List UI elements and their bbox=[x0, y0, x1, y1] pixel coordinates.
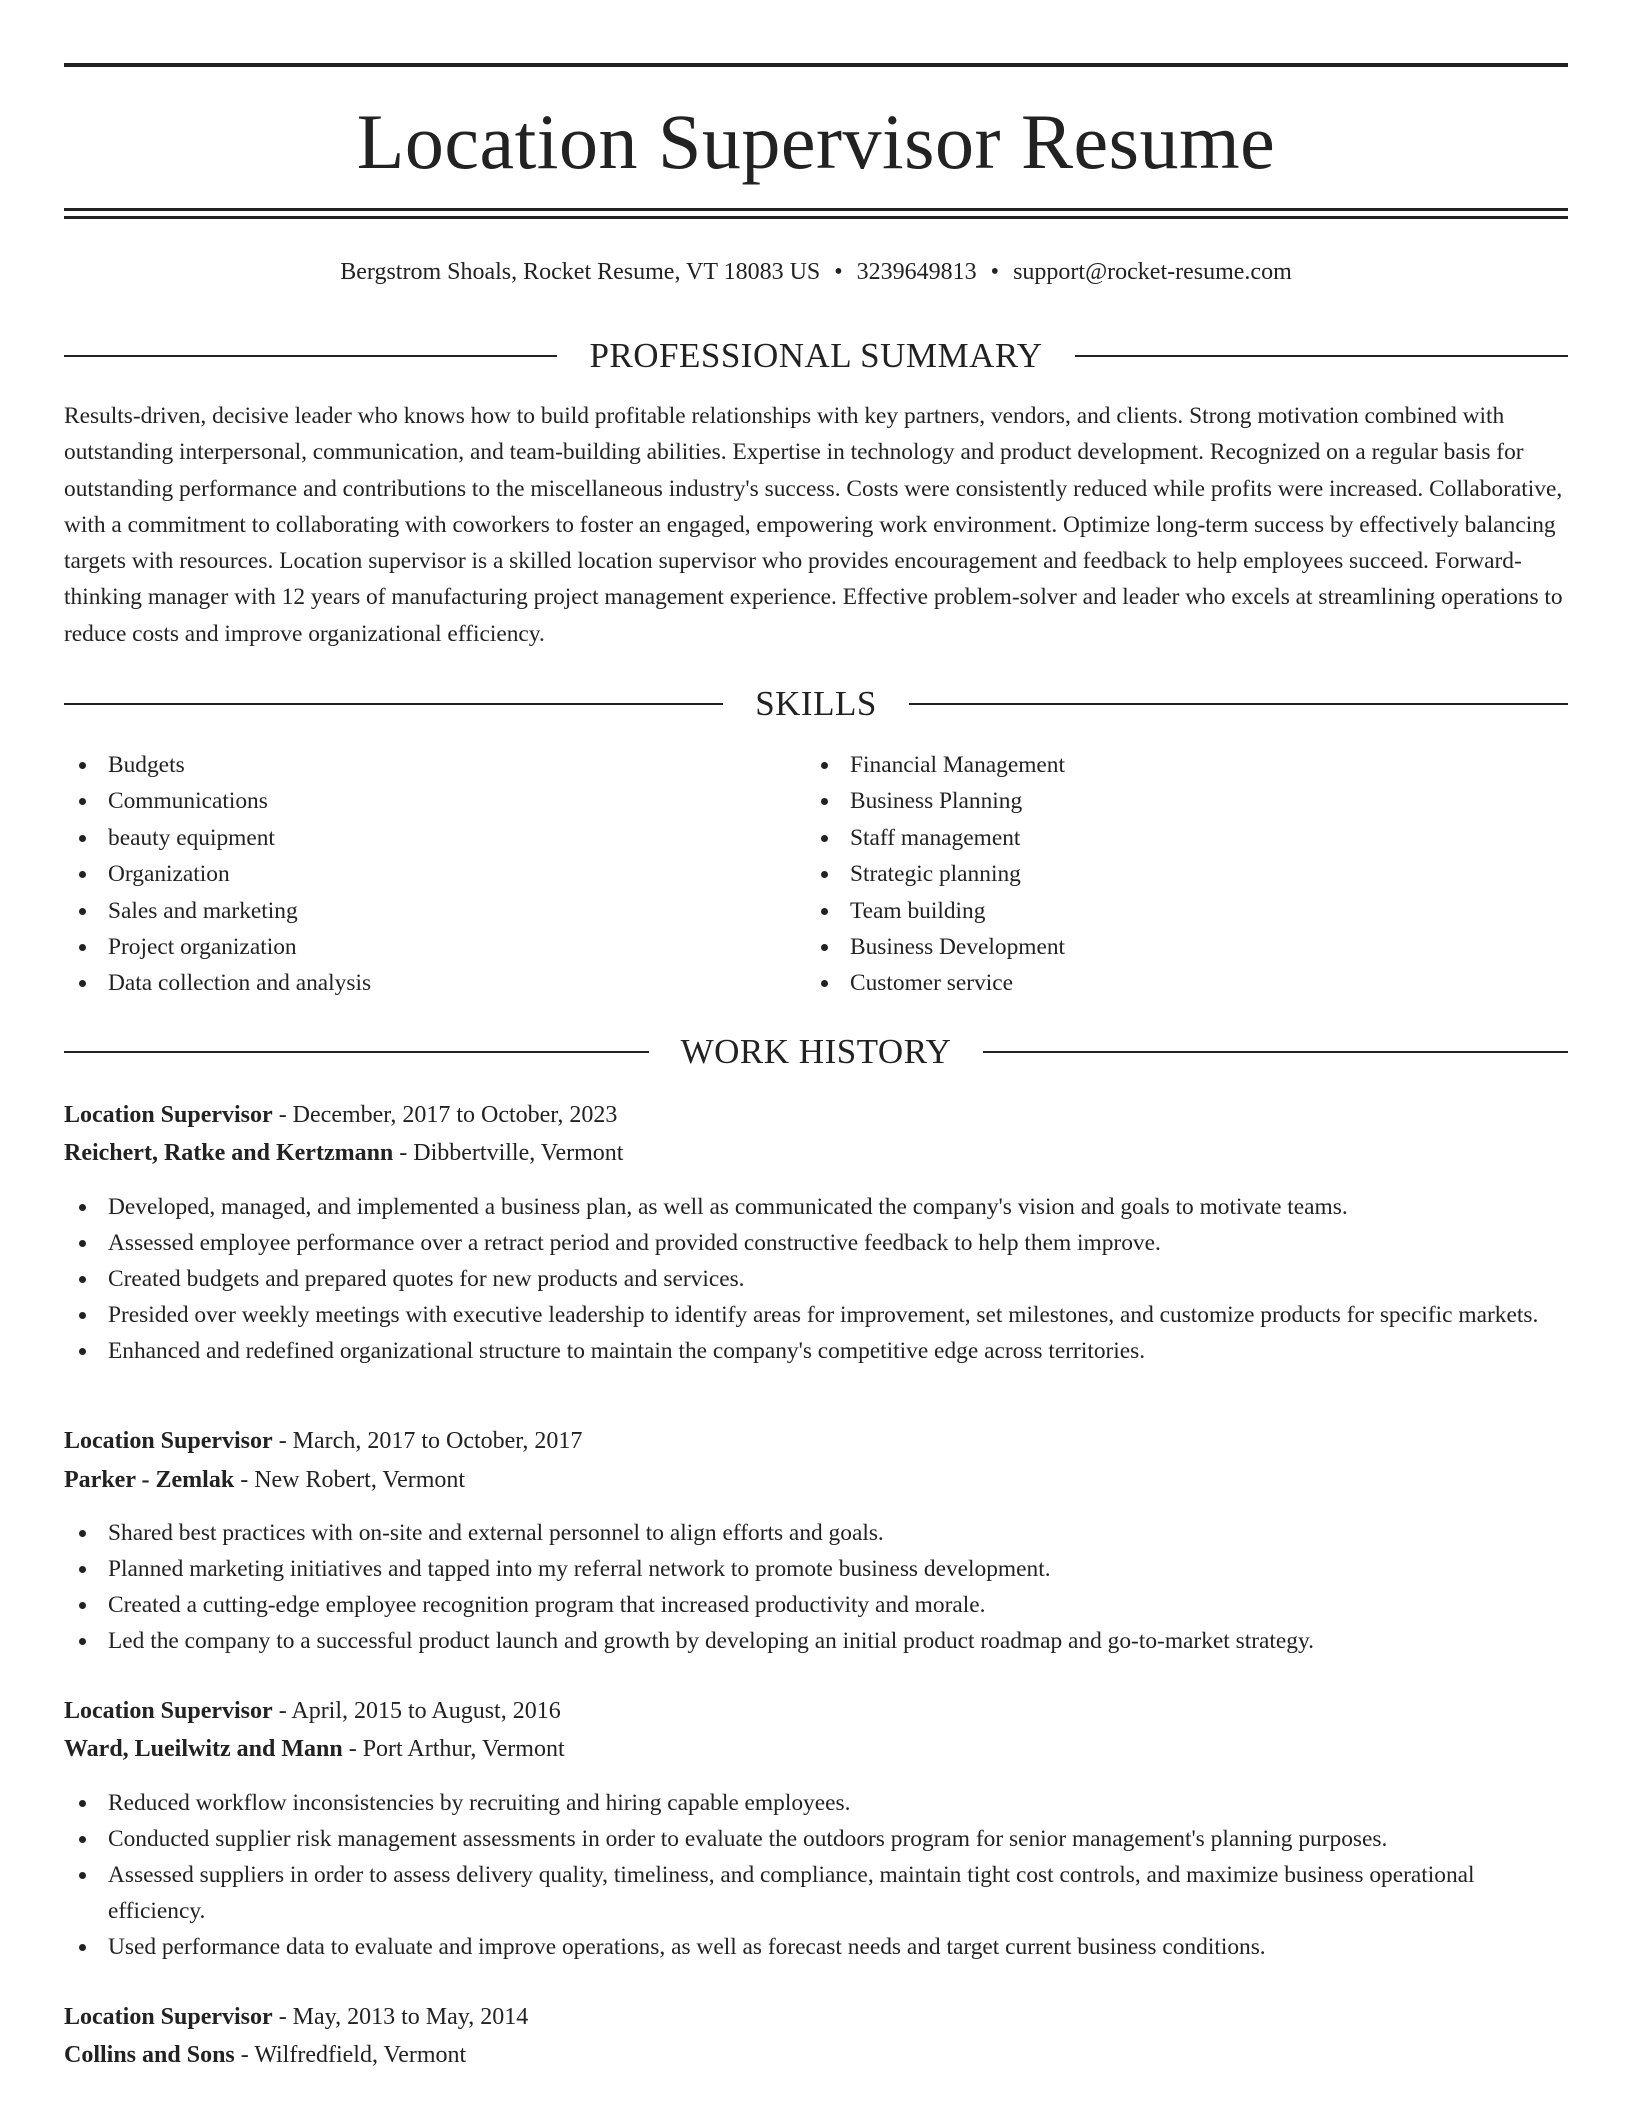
resume-title: Location Supervisor Resume bbox=[356, 98, 1276, 185]
job-company-line bbox=[64, 1135, 1568, 1171]
contact-address: Bergstrom Shoals, Rocket Resume, VT 18083 US bbox=[340, 259, 821, 285]
job-duty: Planned marketing initiatives and tapped into my referral network to promote business development. bbox=[64, 1551, 1568, 1587]
skill-item: Financial Management bbox=[806, 747, 1065, 783]
job-location: - Wilfredfield, Vermont bbox=[234, 2042, 467, 2068]
job-company: Parker - Zemlak bbox=[64, 1467, 235, 1493]
job-title-line bbox=[64, 1693, 1568, 1729]
work-heading-label: WORK HISTORY bbox=[680, 1032, 952, 1071]
skills-heading-label: SKILLS bbox=[755, 684, 877, 723]
skill-item: Business Planning bbox=[806, 783, 1065, 819]
contact-info bbox=[64, 254, 1568, 290]
skill-item: Data collection and analysis bbox=[64, 965, 371, 1001]
skills-list-left bbox=[64, 747, 371, 1002]
job-title: Location Supervisor bbox=[64, 1102, 273, 1128]
job-duty: Enhanced and redefined organizational structure to maintain the company's competitive edge across territories. bbox=[64, 1333, 1568, 1369]
title-rule-lower bbox=[64, 216, 1568, 219]
job-company-line bbox=[64, 1731, 1568, 1767]
job-duty: Led the company to a successful product launch and growth by developing an initial product roadmap and go-to-market strategy. bbox=[64, 1623, 1568, 1659]
job-title: Location Supervisor bbox=[64, 1428, 273, 1454]
heading-rule bbox=[983, 1051, 1568, 1053]
job-location: - Port Arthur, Vermont bbox=[342, 1736, 565, 1762]
skill-item: Staff management bbox=[806, 820, 1065, 856]
summary-heading-label: PROFESSIONAL SUMMARY bbox=[589, 336, 1043, 375]
job-duty: Assessed employee performance over a retract period and provided constructive feedback to help them improve. bbox=[64, 1225, 1568, 1261]
job-title-line bbox=[64, 1999, 1568, 2035]
job-duty: Developed, managed, and implemented a business plan, as well as communicated the company's vision and goals to motivate teams. bbox=[64, 1189, 1568, 1225]
skill-item: Customer service bbox=[806, 965, 1065, 1001]
skill-item: Team building bbox=[806, 893, 1065, 929]
job-dates: - May, 2013 to May, 2014 bbox=[272, 2004, 529, 2030]
title-rule-upper bbox=[64, 208, 1568, 211]
job-dates: - December, 2017 to October, 2023 bbox=[272, 1102, 618, 1128]
work-section-heading bbox=[64, 1030, 1568, 1074]
job-title: Location Supervisor bbox=[64, 2004, 273, 2030]
job-duty: Created a cutting-edge employee recognition program that increased productivity and morale. bbox=[64, 1587, 1568, 1623]
job-dates: - March, 2017 to October, 2017 bbox=[272, 1428, 583, 1454]
skills-list-right bbox=[806, 747, 1065, 1002]
job-duties-list bbox=[64, 1785, 1568, 1965]
skill-item: Project organization bbox=[64, 929, 371, 965]
job-company-line bbox=[64, 1462, 1568, 1498]
contact-phone: 3239649813 bbox=[856, 259, 977, 285]
job-company: Reichert, Ratke and Kertzmann bbox=[64, 1140, 394, 1166]
job-duty: Assessed suppliers in order to assess delivery quality, timeliness, and compliance, maintain tight cost controls, and maximize business operational efficiency. bbox=[64, 1857, 1568, 1929]
skill-item: beauty equipment bbox=[64, 820, 371, 856]
summary-text: Results-driven, decisive leader who knows how to build profitable relationships with key partners, vendors, and clients. Strong motivation combined with outstanding interpersonal, communication, and team-building abilities. Expertise in technology and product development. Recognized on a regular basis for outstanding performance and contributions to the miscellaneous industry's success. Costs were consistently reduced while profits were increased. Collaborative, with a commitment to collaborating with coworkers to foster an engaged, empowering work environment. Optimize long-term success by effectively balancing targets with resources. Location supervisor is a skilled location supervisor who provides encouragement and feedback to help employees succeed. Forward-thinking manager with 12 years of manufacturing project management experience. Effective problem-solver and leader who excels at streamlining operations to reduce costs and improve organizational efficiency. bbox=[64, 403, 1563, 647]
job-duties-list bbox=[64, 1189, 1568, 1369]
top-rule bbox=[64, 63, 1568, 67]
job-location: - Dibbertville, Vermont bbox=[393, 1140, 624, 1166]
contact-separator: • bbox=[990, 259, 1000, 285]
job-location: - New Robert, Vermont bbox=[234, 1467, 466, 1493]
heading-rule bbox=[64, 355, 557, 357]
heading-rule bbox=[64, 703, 723, 705]
job-duty: Used performance data to evaluate and improve operations, as well as forecast needs and target current business conditions. bbox=[64, 1929, 1568, 1965]
job-duties-list bbox=[64, 1515, 1568, 1659]
job-duty: Reduced workflow inconsistencies by recruiting and hiring capable employees. bbox=[64, 1785, 1568, 1821]
job-company: Ward, Lueilwitz and Mann bbox=[64, 1736, 343, 1762]
skill-item: Sales and marketing bbox=[64, 893, 371, 929]
job-title-line bbox=[64, 1423, 1568, 1459]
skill-item: Communications bbox=[64, 783, 371, 819]
job-title: Location Supervisor bbox=[64, 1698, 273, 1724]
skill-item: Strategic planning bbox=[806, 856, 1065, 892]
skill-item: Organization bbox=[64, 856, 371, 892]
skills-section-heading bbox=[64, 682, 1568, 726]
job-dates: - April, 2015 to August, 2016 bbox=[272, 1698, 561, 1724]
contact-email: support@rocket-resume.com bbox=[1013, 259, 1292, 285]
job-duty: Shared best practices with on-site and external personnel to align efforts and goals. bbox=[64, 1515, 1568, 1551]
skill-item: Budgets bbox=[64, 747, 371, 783]
job-company: Collins and Sons bbox=[64, 2042, 235, 2068]
heading-rule bbox=[64, 1051, 649, 1053]
job-duty: Presided over weekly meetings with executive leadership to identify areas for improvement, set milestones, and customize products for specific markets. bbox=[64, 1297, 1568, 1333]
job-duty: Conducted supplier risk management assessments in order to evaluate the outdoors program for senior management's planning purposes. bbox=[64, 1821, 1568, 1857]
job-company-line bbox=[64, 2037, 1568, 2073]
heading-rule bbox=[909, 703, 1568, 705]
skill-item: Business Development bbox=[806, 929, 1065, 965]
summary-section-heading bbox=[64, 334, 1568, 378]
job-title-line bbox=[64, 1097, 1568, 1133]
heading-rule bbox=[1075, 355, 1568, 357]
job-duty: Created budgets and prepared quotes for new products and services. bbox=[64, 1261, 1568, 1297]
contact-separator: • bbox=[834, 259, 843, 285]
